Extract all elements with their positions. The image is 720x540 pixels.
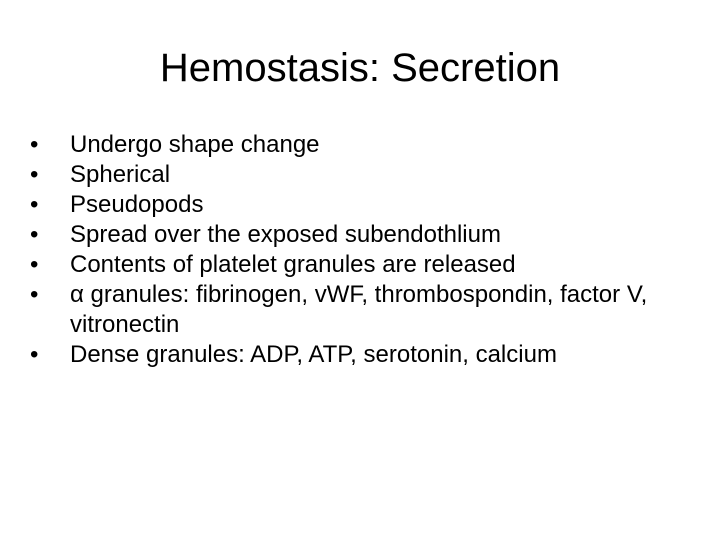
bullet-text: Spread over the exposed subendothlium — [70, 221, 501, 248]
bullet-text: Spherical — [70, 161, 171, 188]
bullet-icon: • — [30, 131, 39, 158]
bullet-icon: • — [30, 281, 39, 308]
bullet-item — [30, 160, 700, 190]
bullet-text: α granules: fibrinogen, vWF, thrombospondin, factor V, vitronectin — [70, 281, 648, 338]
bullet-item — [30, 340, 700, 370]
bullet-item — [30, 130, 700, 160]
bullet-item — [30, 190, 700, 220]
bullet-text: Contents of platelet granules are released — [70, 251, 516, 278]
bullet-item — [30, 220, 700, 250]
bullet-icon: • — [30, 221, 39, 248]
bullet-text: Undergo shape change — [70, 131, 320, 158]
bullet-item — [30, 280, 700, 340]
bullet-icon: • — [30, 251, 39, 278]
bullet-icon: • — [30, 341, 39, 368]
bullet-text: Pseudopods — [70, 191, 204, 218]
slide-title: Hemostasis: Secretion — [159, 46, 561, 90]
bullet-item — [30, 250, 700, 280]
bullet-list — [30, 130, 700, 370]
bullet-icon: • — [30, 161, 39, 188]
bullet-text: Dense granules: ADP, ATP, serotonin, calcium — [70, 341, 557, 368]
bullet-icon: • — [30, 191, 39, 218]
